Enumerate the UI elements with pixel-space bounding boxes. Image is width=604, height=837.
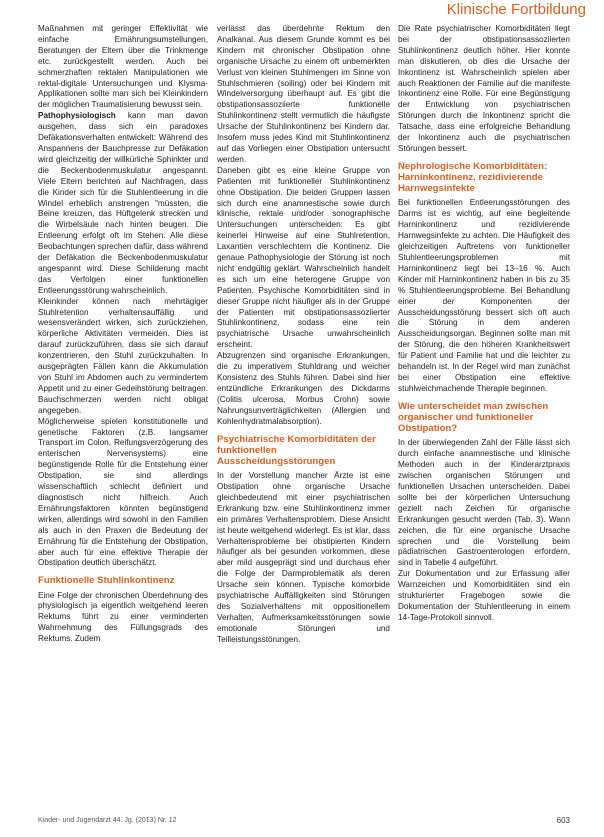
paragraph: Abzugrenzen sind organische Erkrankungen, die zu imperativem Stuhldrang und weicher Konsistenz des Stuhls führen. Dabei sind hier entzündliche Erkrankungen des Dickdarms (Colitis ulcerosa, Morbus Crohn) sowie Nahrungsunverträglichkeiten (Allergien und Kohlenhydratmalabsorption). [217, 351, 390, 426]
paragraph: Eine Folge der chronischen Überdehnung des physiologisch ja eigentlich weitgehend leeren Rektums führt zu einer verminderten Wahrnehmung des Füllungsgrads des Rektums. Zudem [38, 590, 208, 644]
page-header [0, 0, 604, 18]
paragraph: Die Rate psychiatrischer Komorbiditäten liegt bei der obstipationsassoziierten Stuhlinkontinenz deutlich höher. Hier konnte man diskutieren, ob dies die Ursache der Inkontinenz ist. Wahrscheinlich spielen aber auch Reaktionen der Familie auf die manifeste Inkontinenz eine Rolle. Für eine Begünstigung der Entwicklung von psychiatrischen Störungen durch die Inkontinenz spricht die Tatsache, dass eine erfolgreiche Behandlung der Inkontinenz auch die psychiatrischen Störungen bessert. [398, 24, 570, 153]
section-heading: Funktionelle Stuhlinkontinenz [38, 575, 175, 587]
paragraph: verlässt das überdehnte Rektum den Analkanal. Aus diesem Grunde kommt es bei Kindern mit chronischer Obstipation ohne organische Ursache zu einem oft unbemerkten Verlust von kleinen Stuhlmengen im Sinne von Stuhlschmieren (soiling) oder bei Kindern mit Windelversorgung überhaupt auf. Es gibt die obstipationsassoziierte funktionelle Stuhlinkontinenz stellt vermutlich die häufigste Ursache der Stuhlinkontinenz bei Kindern dar. Insofern muss jedes Kind mit Stuhlinkontinenz auf das Vorliegen einer Obstipation untersucht werden. [217, 24, 390, 164]
paragraph: In der Vorstellung mancher Ärzte ist eine Obstipation ohne organische Ursache gleichbedeutend mit einer psychiatrischen Erkrankung bzw. eine Stuhlinkontinenz immer ein primäres Verhaltensproblem. Diese Ansicht ist heute weitgehend widerlegt. Es ist klar, dass Verhaltensprobleme bei obstipierten Kindern häufiger als bei gesunden vorkommen, diese aber mild ausgeprägt sind und durchaus eher die Folge der Darmproblematik als deren Ursache sein können. Typische komorbide psychiatrische Auffälligkeiten sind Störungen des Sozialverhaltens mit oppositionellem Verhalten, Aufmerksamkeitsstörungen sowie emotionale Störungen und Teilleistungsstörungen. [217, 471, 390, 644]
column-middle [217, 24, 390, 805]
paragraph: Kleinkinder können nach mehrtägiger Stuhlretention verhaltensauffällig und wesensverändert wirken, sich zurückziehen, körperliche Aktivitäten vermeiden. Dies ist darauf zurückzuführen, dass sie sich darauf konzentrieren, den Stuhl zurückzuhalten. In ausgeprägten Fällen kann die Akkumulation von Stuhl im Abdomen auch zu vermindertem Appetit und zu einer Gedeihstörung beitragen. Bauchschmerzen werden nicht obligat angegeben. [38, 296, 208, 415]
paragraph: Bei funktionellen Entleerungsstörungen des Darms ist es wichtig, auf eine begleitende Harninkontinenz und rezidivierende Harnwegsinfekte zu achten. Die Häufigkeit des gleichzeitigen Auftretens von funktioneller Stuhlentleerungsproblemen mit Harninkontinenz liegt bei 13–16 %. Auch Kinder mit Harninkontinenz haben in bis zu 35 % Stuhlentleerungsprobleme. Bei Behandlung einer der Komponenten der Ausscheidungsstörung bessert sich oft auch die Störung in dem anderen Ausscheidungsorgan. Beginnen sollte man mit der Störung, die den höheren Krankheitswert für Patient und Familie hat und die leichter zu behandeln ist. In der Regel wird man zunächst bei einer Obstipation eine effektive stuhlweichmachende Therapie beginnen. [398, 198, 570, 393]
paragraph-text: kann man davon ausgehen, dass sich ein paradoxes Defäkationsverhalten entwickelt: Während des Anspannens der Bauchpresse zur Defäkation wird gleichzeitig der willkürliche Sphinkter und die Beckenbodenmuskulatur angespannt. Viele Eltern berichten auf Nachfragen, dass die Kinder sich für die Stuhlentleerung in die Windel erheblich anstrengen "müssten, die Beine kreuzen, das Hüftgelenk strecken und die Wirbelsäule nach hinten beugen. Die Entleerung erfolgt oft im Stehen. Alle diese Beobachtungen sprechen dafür, dass während der Defäkation die Beckenbodenmuskulatur angespannt wird. Diese Schilderung macht das Verfolgen einer funktionellen Entleerungsstörung wahrscheinlich. [38, 111, 208, 295]
paragraph: In der überwiegenden Zahl der Fälle lässt sich durch einfache anamnestische und klinische Methoden auch in der Kinderarztpraxis zwischen organischen Störungen und funktionellen Ursachen unterscheiden. Dabei sollte bei der körperlichen Untersuchung gezielt nach Zeichen für organische Erkrankungen gesucht werden (Tab. 3). Wann zeichen, die für eine organische Ursache sprechen und die Vorstellung beim pädiatrischen Gastroenterologen erfordern, sind in Tabelle 4 aufgeführt. [398, 438, 570, 568]
section-heading: Psychiatrische Komorbiditäten der funktionellen Ausscheidungsstörungen [217, 433, 376, 467]
paragraph: Möglicherweise spielen konstitutionelle und genetische Faktoren (z.B. langsamer Transport im Colon, Reifungsverzögerung des enterischen Nervensystems) eine begünstigende Rolle für die Entstehung einer Obstipation, sie sind allerdings wissenschaftlich schlecht definiert und diagnostisch nicht hilfreich. Auch Ernährungsfaktoren könnten begünstigend wirken, allerdings wird sowohl in den Familien als auch in den Praxen die Bedeutung der Ernährung für die Entstehung der Obstipation, aber auch für eine effektive Therapie der Obstipation deutlich überschätzt. [38, 416, 208, 568]
paragraph: Daneben gibt es eine kleine Gruppe von Patienten mit funktioneller Stuhlinkontinenz ohne Obstipation. Die beiden Gruppen lassen sich durch eine anamnestische sowie durch klinische, rektale und/oder sonographische Untersuchungen unterscheiden: Es gibt keinerlei Hinweise auf eine Stuhlretention, Laxantien verschlechtern die Kontinenz. Die genaue Pathophysiologie der Störung ist noch nicht endgültig geklärt. Wahrscheinlich handelt es sich um eine heterogene Gruppe von Patienten. Psychische Komorbiditäten sind in dieser Gruppe nicht häufiger als in der Gruppe der Patienten mit obstipationsassoziierter Stuhlinkontinenz, sodass eine rein psychiatrische Ursache unwahrscheinlich erscheint. [217, 165, 390, 350]
section-heading: Wie unterscheidet man zwischen organischer und funktioneller Obstipation? [398, 400, 549, 435]
section-title: Klinische Fortbildung [439, 1, 604, 18]
section-heading: Nephrologische Komorbiditäten: Harninkontinenz, rezidivierende Harnwegsinfekte [398, 160, 548, 195]
column-left [38, 24, 208, 805]
paragraph: Maßnahmen mit geringer Effektivität wie einfache Ernährungsumstellungen, Beratungen der Eltern über die Trinkmenge etc. zurückgestellt werden. Auch bei schmerzhaften rektalen Manipulationen wie rektal-digitale Untersuchungen und Klysma-Applikationen sollte man sich bei Kleinkindern der möglichen Traumatisierung bewusst sein. [38, 24, 208, 110]
paragraph [38, 111, 208, 296]
journal-citation: Kinder- und Jugendarzt 44. Jg. (2013) Nr. 12 [38, 816, 177, 824]
column-right [398, 24, 570, 805]
page-footer [38, 813, 570, 827]
page-number: 603 [556, 815, 570, 825]
paragraph: Zur Dokumentation und zur Erfassung aller Warnzeichen und Komorbiditäten sind ein strukturierter Fragebogen sowie die Dokumentation der Stuhlentleerung in einem 14-Tage-Protokoll sinnvoll. [398, 569, 570, 622]
bold-lead: Pathophysiologisch [38, 111, 116, 121]
